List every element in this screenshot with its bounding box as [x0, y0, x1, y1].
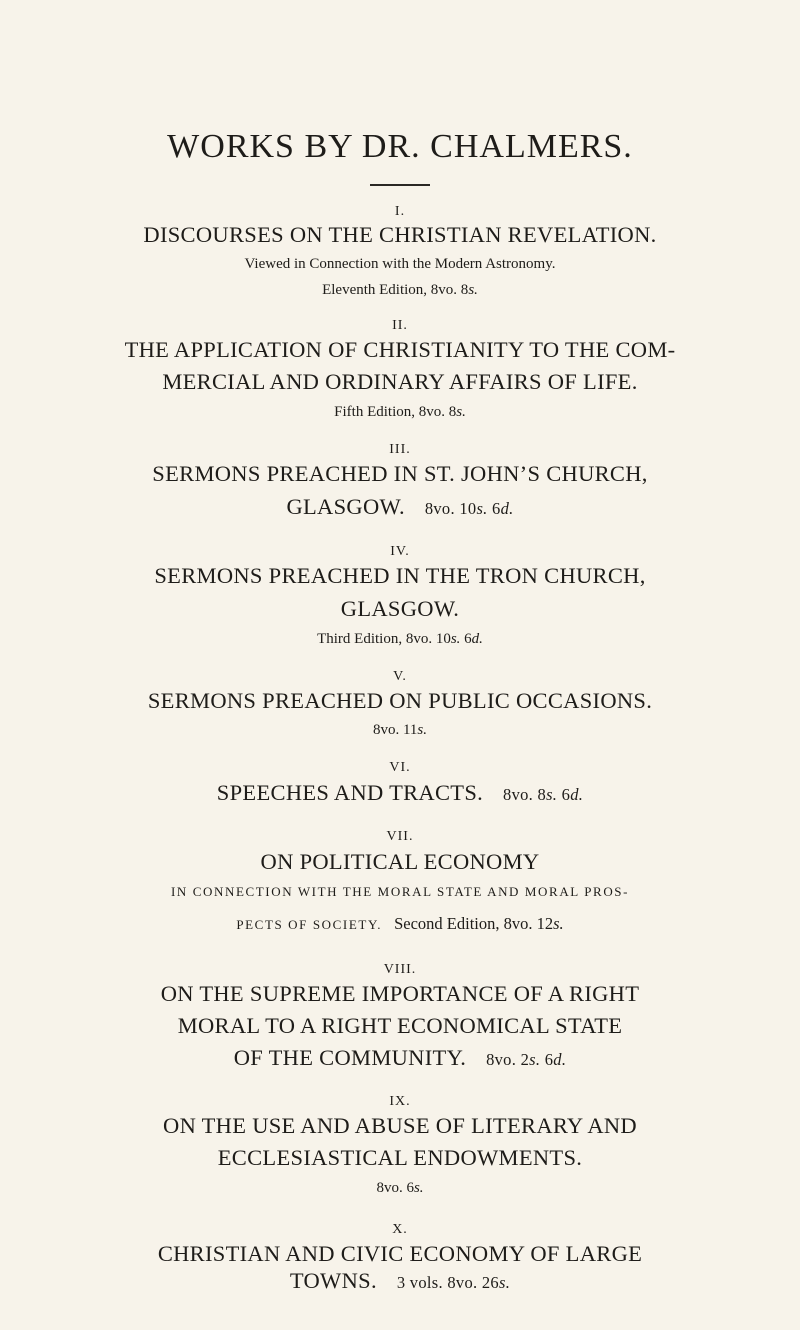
work-title-price-line — [0, 1268, 800, 1294]
work-title-line: MERCIAL AND ORDINARY AFFAIRS OF LIFE. — [162, 369, 638, 394]
work-title-line: SERMONS PREACHED IN ST. JOHN’S CHURCH, — [152, 461, 648, 486]
work-price: 8vo. 2s. 6d. — [486, 1050, 567, 1069]
work-title-line: DISCOURSES ON THE CHRISTIAN REVELATION. — [143, 222, 657, 247]
work-title-line: SPEECHES AND TRACTS. — [216, 780, 484, 805]
work-title-price-line — [0, 780, 800, 806]
work-subtitle-line: PECTS OF SOCIETY. — [236, 917, 383, 932]
work-detail: Fifth Edition, 8vo. 8s. — [334, 404, 466, 420]
work-title-line: GLASGOW. — [340, 596, 460, 621]
work-price: 8vo. 8s. 6d. — [503, 785, 584, 804]
work-title-line: THE APPLICATION OF CHRISTIANITY TO THE COM- — [124, 337, 676, 362]
work-title-line: TOWNS. — [289, 1268, 377, 1293]
work-numeral: X. — [392, 1222, 408, 1237]
work-numeral: III. — [389, 442, 411, 457]
work-numeral: II. — [392, 318, 408, 333]
work-detail: 8vo. 6s. — [376, 1180, 424, 1196]
work-title-price-line — [0, 1045, 800, 1071]
work-title-line: MORAL TO A RIGHT ECONOMICAL STATE — [177, 1013, 623, 1038]
title-rule — [370, 184, 430, 186]
work-title-line: CHRISTIAN AND CIVIC ECONOMY OF LARGE — [157, 1241, 643, 1266]
work-subtitle-line: IN CONNECTION WITH THE MORAL STATE AND MORAL PROS- — [170, 884, 630, 899]
work-numeral: IX. — [389, 1094, 411, 1109]
work-title-line: ON THE SUPREME IMPORTANCE OF A RIGHT — [160, 981, 640, 1006]
work-price: 3 vols. 8vo. 26s. — [396, 1273, 511, 1292]
work-price: 8vo. 10s. 6d. — [424, 499, 514, 518]
work-title-line: ON POLITICAL ECONOMY — [260, 849, 540, 874]
work-numeral: IV. — [390, 544, 410, 559]
work-detail: Third Edition, 8vo. 10s. 6d. — [317, 631, 483, 647]
work-title-line: OF THE COMMUNITY. — [233, 1045, 467, 1070]
work-numeral: I. — [394, 204, 406, 219]
work-subtitle-price-line — [0, 914, 800, 934]
page-title: WORKS BY DR. CHALMERS. — [167, 128, 633, 165]
work-title-line: ECCLESIASTICAL ENDOWMENTS. — [217, 1145, 583, 1170]
work-numeral: VII. — [386, 829, 414, 844]
work-numeral: V. — [393, 669, 407, 684]
work-numeral: VI. — [389, 760, 411, 775]
work-title-price-line — [0, 494, 800, 520]
work-price: Second Edition, 8vo. 12s. — [394, 914, 564, 933]
work-numeral: VIII. — [383, 962, 417, 977]
work-detail: 8vo. 11s. — [372, 722, 428, 738]
work-title-line: SERMONS PREACHED IN THE TRON CHURCH, — [154, 563, 646, 588]
work-detail: Eleventh Edition, 8vo. 8s. — [322, 282, 478, 298]
work-title-line: GLASGOW. — [286, 494, 405, 519]
work-detail: Viewed in Connection with the Modern Astronomy. — [244, 256, 556, 272]
work-title-line: ON THE USE AND ABUSE OF LITERARY AND — [163, 1113, 637, 1138]
work-title-line: SERMONS PREACHED ON PUBLIC OCCASIONS. — [147, 688, 653, 713]
